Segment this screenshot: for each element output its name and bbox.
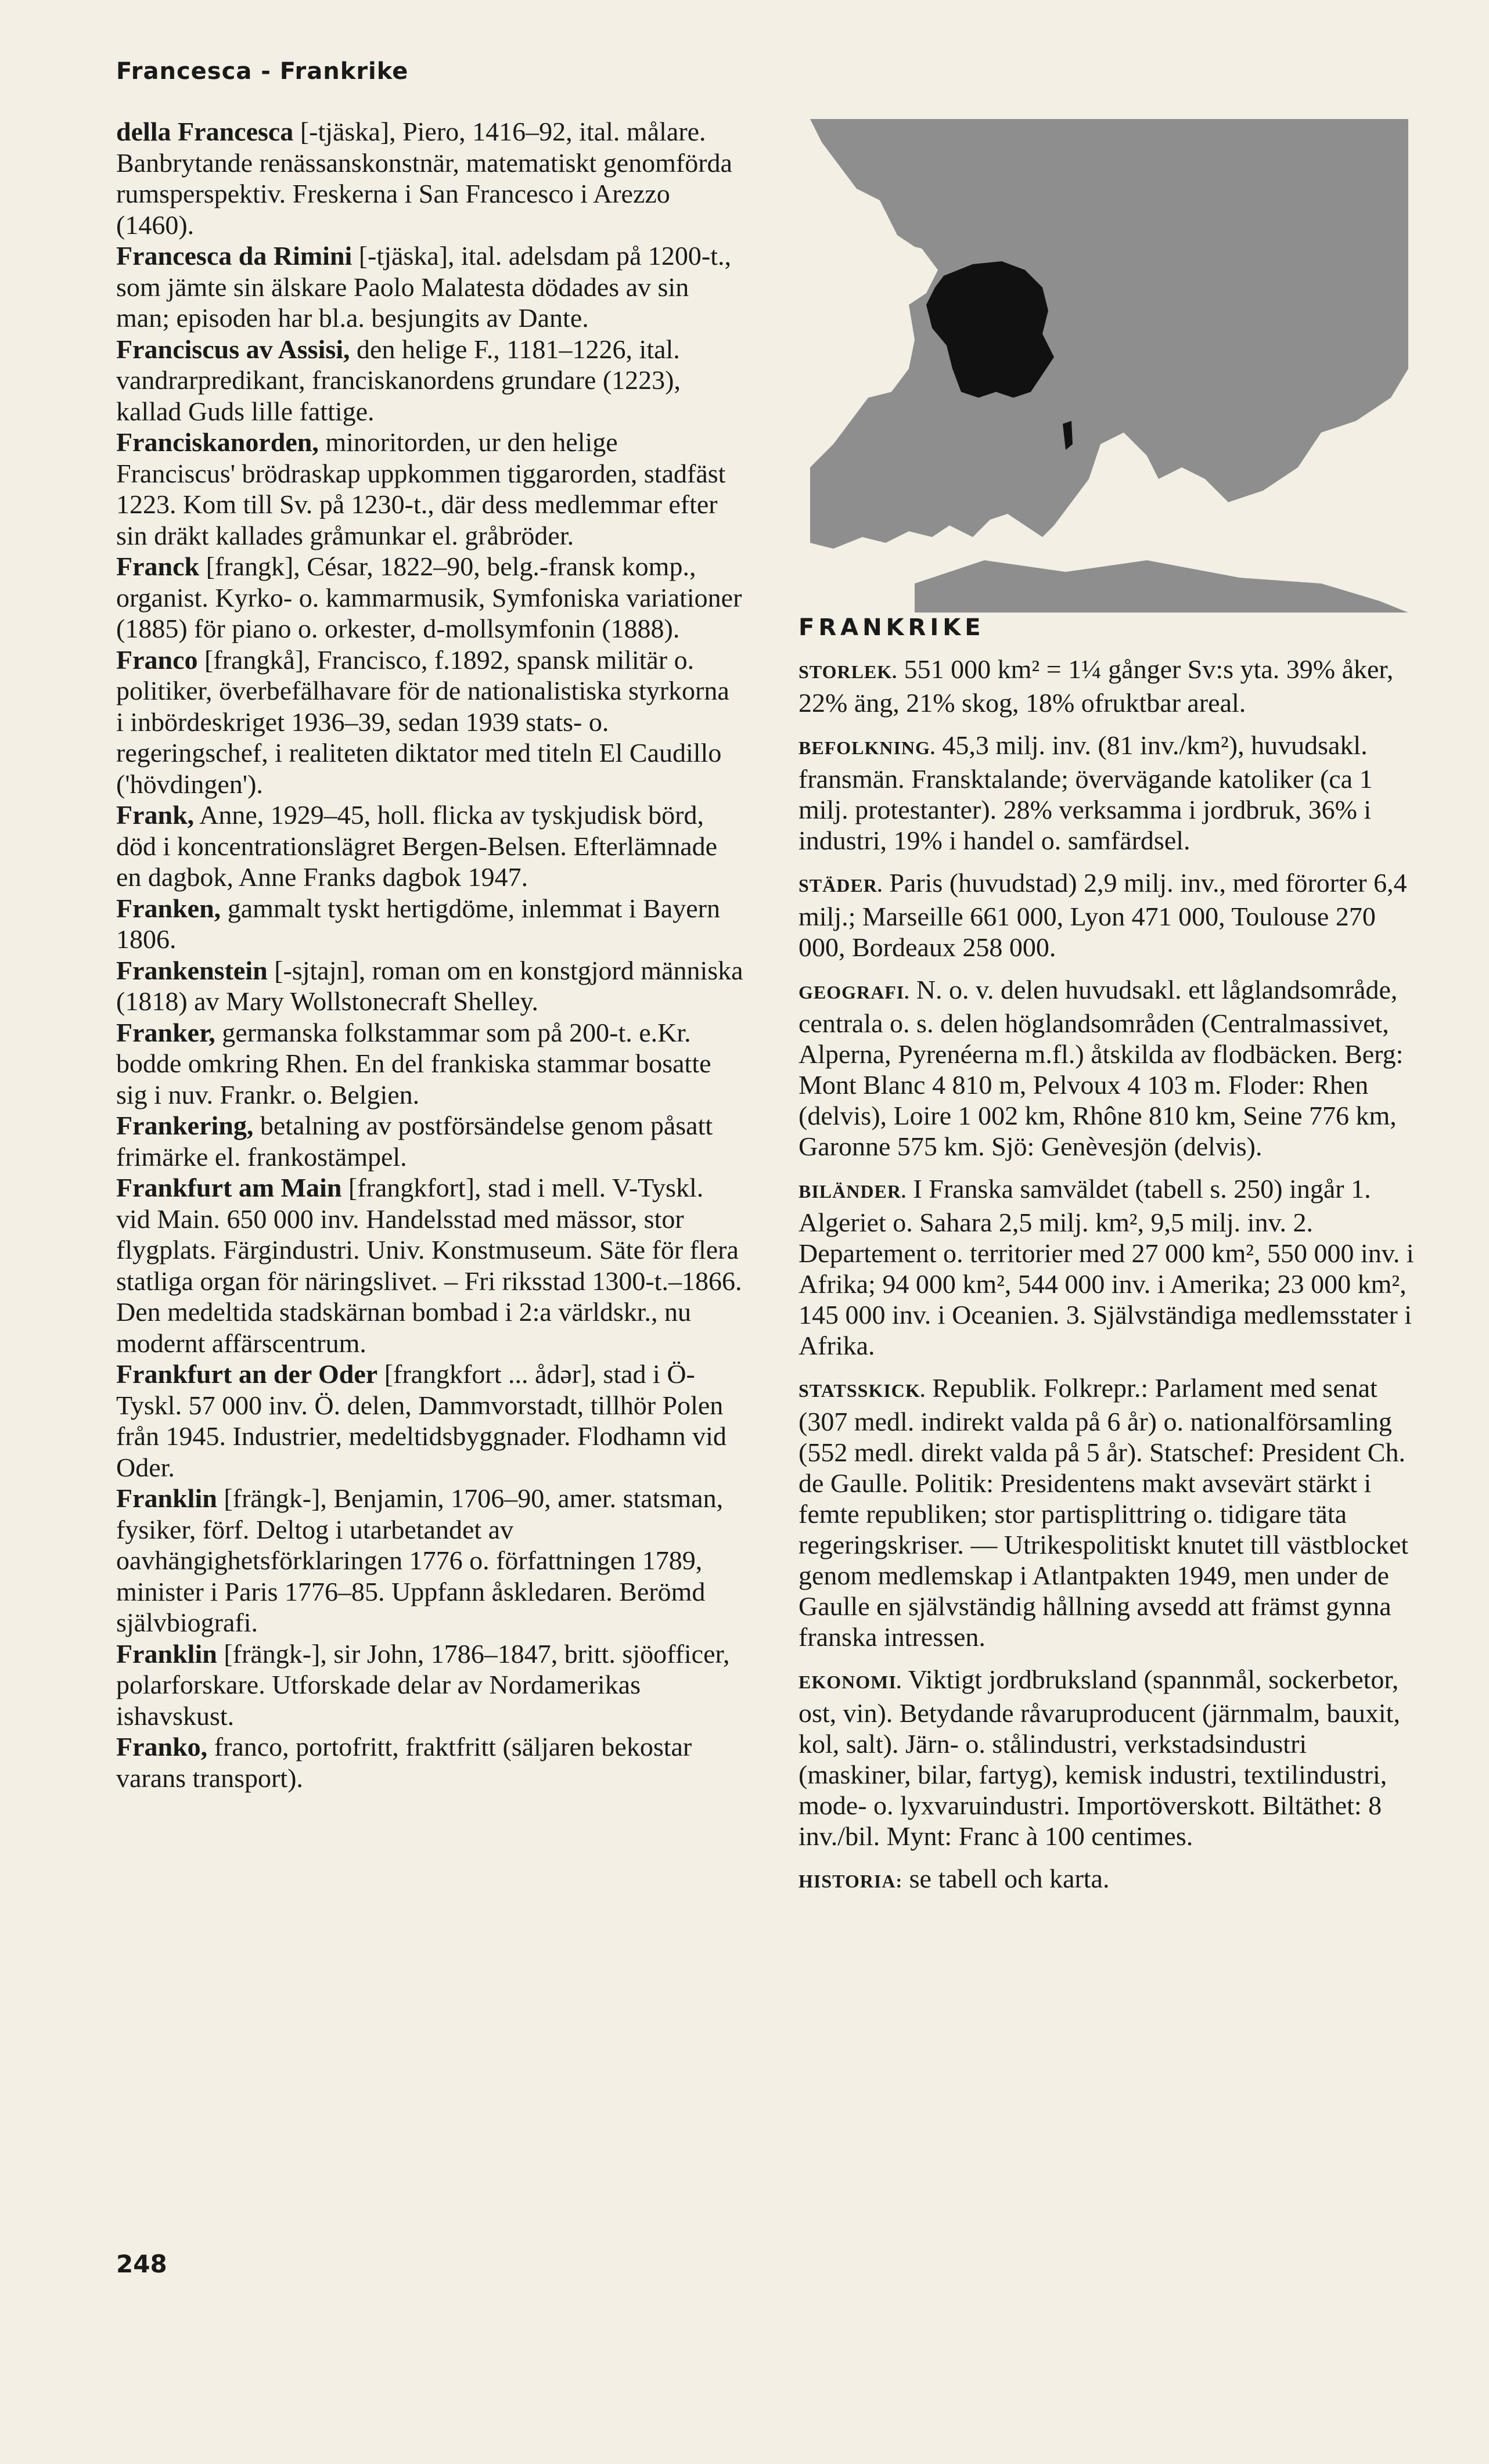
entry-franko	[116, 1731, 743, 1793]
fact-statsskick	[799, 1373, 1414, 1652]
entry-body: den helige F., 1181–1226, ital. vandrarpredikant, franciskanordens grundare (1223), kallad Guds lille fattige.	[116, 334, 681, 426]
fact-key: HISTORIA:	[799, 1871, 903, 1892]
factbox-title: FRANKRIKE	[799, 614, 985, 641]
entry-franker	[116, 1017, 743, 1111]
fact-text: se tabell och karta.	[909, 1864, 1110, 1893]
entry-franciscus	[116, 334, 743, 427]
entry-franklin-benjamin	[116, 1483, 743, 1638]
running-head: Francesca - Frankrike	[116, 58, 409, 85]
encyclopedia-entries	[116, 116, 743, 1793]
country-factbox	[799, 613, 1414, 1908]
entry-body: [frängk-], Benjamin, 1706–90, amer. statsman, fysiker, förf. Deltog i utarbetandet av oavhängighetsförklaringen 1776 o. författningen 1789, minister i Paris 1776–85. Uppfann åskledaren. Berömd självbiografi.	[116, 1483, 724, 1637]
headword: Frankfurt an der Oder	[116, 1359, 378, 1389]
fact-text: I Franska samväldet (tabell s. 250) ingår 1. Algeriet o. Sahara 2,5 milj. km², 9,5 milj. inv. 2. Departement o. territorier med 27 000 km², 550 000 inv. i Afrika; 94 000 km², 544 000 inv. i Amerika; 23 000 km², 145 000 inv. i Oceanien. 3. Självständiga medlemsstater i Afrika.	[799, 1174, 1414, 1360]
entry-body: franco, portofritt, fraktfritt (säljaren bekostar varans transport).	[116, 1732, 692, 1793]
entry-frankfurt-an-der-oder	[116, 1359, 743, 1483]
fact-key: GEOGRAFI.	[799, 982, 910, 1003]
headword: Franciskanorden,	[116, 427, 319, 457]
entry-body: Anne, 1929–45, holl. flicka av tyskjudisk börd, död i koncentrationslägret Bergen-Belsen. Efterlämnade en dagbok, Anne Franks dagbok 1947.	[116, 800, 718, 892]
headword: Franck	[116, 552, 200, 581]
fact-bilander	[799, 1173, 1414, 1361]
fact-key: BEFOLKNING.	[799, 737, 936, 758]
fact-key: EKONOMI.	[799, 1672, 902, 1692]
headword: della Francesca	[116, 117, 294, 146]
fact-geografi	[799, 974, 1414, 1162]
france-locator-map	[799, 119, 1408, 613]
entry-body: [frangkfort], stad i mell. V-Tyskl. vid Main. 650 000 inv. Handelsstad med mässor, stor flygplats. Färgindustri. Univ. Konstmuseum. Säte för flera statliga organ för näringslivet. – Fri riksstad 1300-t.–1866. Den medeltida stadskärnan bombad i 2:a världskr., nu modernt affärscentrum.	[116, 1173, 742, 1358]
headword: Franciscus av Assisi,	[116, 334, 350, 364]
entry-body: betalning av postförsändelse genom påsatt frimärke el. frankostämpel.	[116, 1111, 713, 1172]
entry-body: [frangk], César, 1822–90, belg.-fransk komp., organist. Kyrko- o. kammarmusik, Symfoniska variationer (1885) för piano o. orkester, d-mollsymfonin (1888).	[116, 552, 742, 643]
headword: Franklin	[116, 1483, 217, 1513]
fact-historia	[799, 1863, 1414, 1897]
entry-franck	[116, 551, 743, 644]
headword: Franco	[116, 644, 198, 675]
fact-text: Republik. Folkrepr.: Parlament med senat (307 medl. indirekt valda på 6 år) o. nationalförsamling (552 medl. direkt valda på 5 år). Statschef: President Ch. de Gaulle. Politik: Presidentens makt avsevärt stärkt i femte republiken; stor partisplittring o. tidigare täta regeringskriser. — Utrikespolitiskt knutet till västblocket genom medlemskap i Atlantpakten 1949, men under de Gaulle en självständig hållning avsedd att främst gynna franska intressen.	[799, 1373, 1409, 1652]
entry-franklin-john	[116, 1638, 743, 1732]
headword: Frankfurt am Main	[116, 1173, 342, 1202]
headword: Franklin	[116, 1638, 217, 1669]
fact-stader	[799, 867, 1414, 963]
entry-body: [frangkfort ... ådər], stad i Ö-Tyskl. 57 000 inv. Ö. delen, Dammvorstadt, tillhör Polen från 1945. Industrier, medeltidsbyggnader. Flodhamn vid Oder.	[116, 1359, 726, 1482]
entry-body: [frängk-], sir John, 1786–1847, britt. sjöofficer, polarforskare. Utforskade delar av Nordamerikas ishavskust.	[116, 1638, 730, 1731]
fact-key: STÄDER.	[799, 875, 883, 896]
entry-frankenstein	[116, 955, 743, 1017]
page-number: 248	[116, 2250, 167, 2278]
fact-text: Paris (huvudstad) 2,9 milj. inv., med förorter 6,4 milj.; Marseille 661 000, Lyon 471 000, Toulouse 270 000, Bordeaux 258 000.	[799, 868, 1407, 962]
entry-frank	[116, 799, 743, 893]
entry-body: [-sjtajn], roman om en konstgjord människa (1818) av Mary Wollstonecraft Shelley.	[116, 955, 743, 1016]
entry-della-francesca	[116, 116, 743, 240]
headword: Frankenstein	[116, 955, 268, 985]
entry-franciskanorden	[116, 427, 743, 551]
entry-body: minoritorden, ur den helige Franciscus' brödraskap uppkommen tiggarorden, stadfäst 1223. Kom till Sv. på 1230-t., där dess medlemmar efter sin dräkt kallades gråmunkar el. gråbröder.	[116, 427, 726, 550]
fact-key: STATSSKICK.	[799, 1380, 926, 1401]
entry-body: germanska folkstammar som på 200-t. e.Kr. bodde omkring Rhen. En del frankiska stammar bosatte sig i nuv. Frankr. o. Belgien.	[116, 1017, 711, 1109]
entry-francesca-da-rimini	[116, 240, 743, 334]
entry-body: [frangkå], Francisco, f.1892, spansk militär o. politiker, överbefälhavare för de nationalistiska styrkorna i inbördeskriget 1936–39, sedan 1939 stats- o. regeringschef, i realiteten diktator med titeln El Caudillo ('hövdingen').	[116, 644, 729, 799]
headword: Franko,	[116, 1732, 208, 1761]
entry-body: [-tjäska], ital. adelsdam på 1200-t., som jämte sin älskare Paolo Malatesta dödades av sin man; episoden har bl.a. besjungits av Dante.	[116, 241, 732, 333]
entry-franco	[116, 644, 743, 800]
fact-text: 45,3 milj. inv. (81 inv./km²), huvudsakl. fransmän. Fransktalande; övervägande katoliker (ca 1 milj. protestanter). 28% verksamma i jordbruk, 36% i industri, 19% i handel o. samfärdsel.	[799, 730, 1373, 855]
entry-franken	[116, 893, 743, 955]
fact-text: 551 000 km² = 1¼ gånger Sv:s yta. 39% åker, 22% äng, 21% skog, 18% ofruktbar areal.	[799, 654, 1394, 718]
fact-key: STORLEK.	[799, 661, 898, 682]
entry-body: [-tjäska], Piero, 1416–92, ital. målare. Banbrytande renässanskonstnär, matematiskt genomförda rumsperspektiv. Freskerna i San Francesco i Arezzo (1460).	[116, 117, 732, 240]
headword: Franken,	[116, 893, 221, 923]
fact-key: BILÄNDER.	[799, 1181, 907, 1202]
fact-text: Viktigt jordbruksland (spannmål, sockerbetor, ost, vin). Betydande råvaruproducent (järnmalm, bauxit, kol, salt). Järn- o. stålindustri, verkstadsindustri (maskiner, bilar, fartyg), kemisk industri, textilindustri, mode- o. lyxvaruindustri. Importöverskott. Biltäthet: 8 inv./bil. Mynt: Franc à 100 centimes.	[799, 1665, 1400, 1851]
fact-text: N. o. v. delen huvudsakl. ett låglandsområde, centrala o. s. delen höglandsområden (Centralmassivet, Alperna, Pyrenéerna m.fl.) åtskilda av flodbäcken. Berg: Mont Blanc 4 810 m, Pelvoux 4 103 m. Floder: Rhen (delvis), Loire 1 002 km, Rhône 810 km, Seine 776 km, Garonne 575 km. Sjö: Genèvesjön (delvis).	[799, 975, 1404, 1161]
entry-body: gammalt tyskt hertigdöme, inlemmat i Bayern 1806.	[116, 893, 720, 954]
headword: Frankering,	[116, 1111, 254, 1140]
fact-befolkning	[799, 730, 1414, 856]
headword: Frank,	[116, 800, 195, 830]
headword: Francesca da Rimini	[116, 241, 353, 271]
fact-ekonomi	[799, 1664, 1414, 1851]
fact-storlek	[799, 654, 1414, 718]
entry-frankering	[116, 1110, 743, 1172]
headword: Franker,	[116, 1017, 215, 1047]
entry-frankfurt-am-main	[116, 1172, 743, 1359]
